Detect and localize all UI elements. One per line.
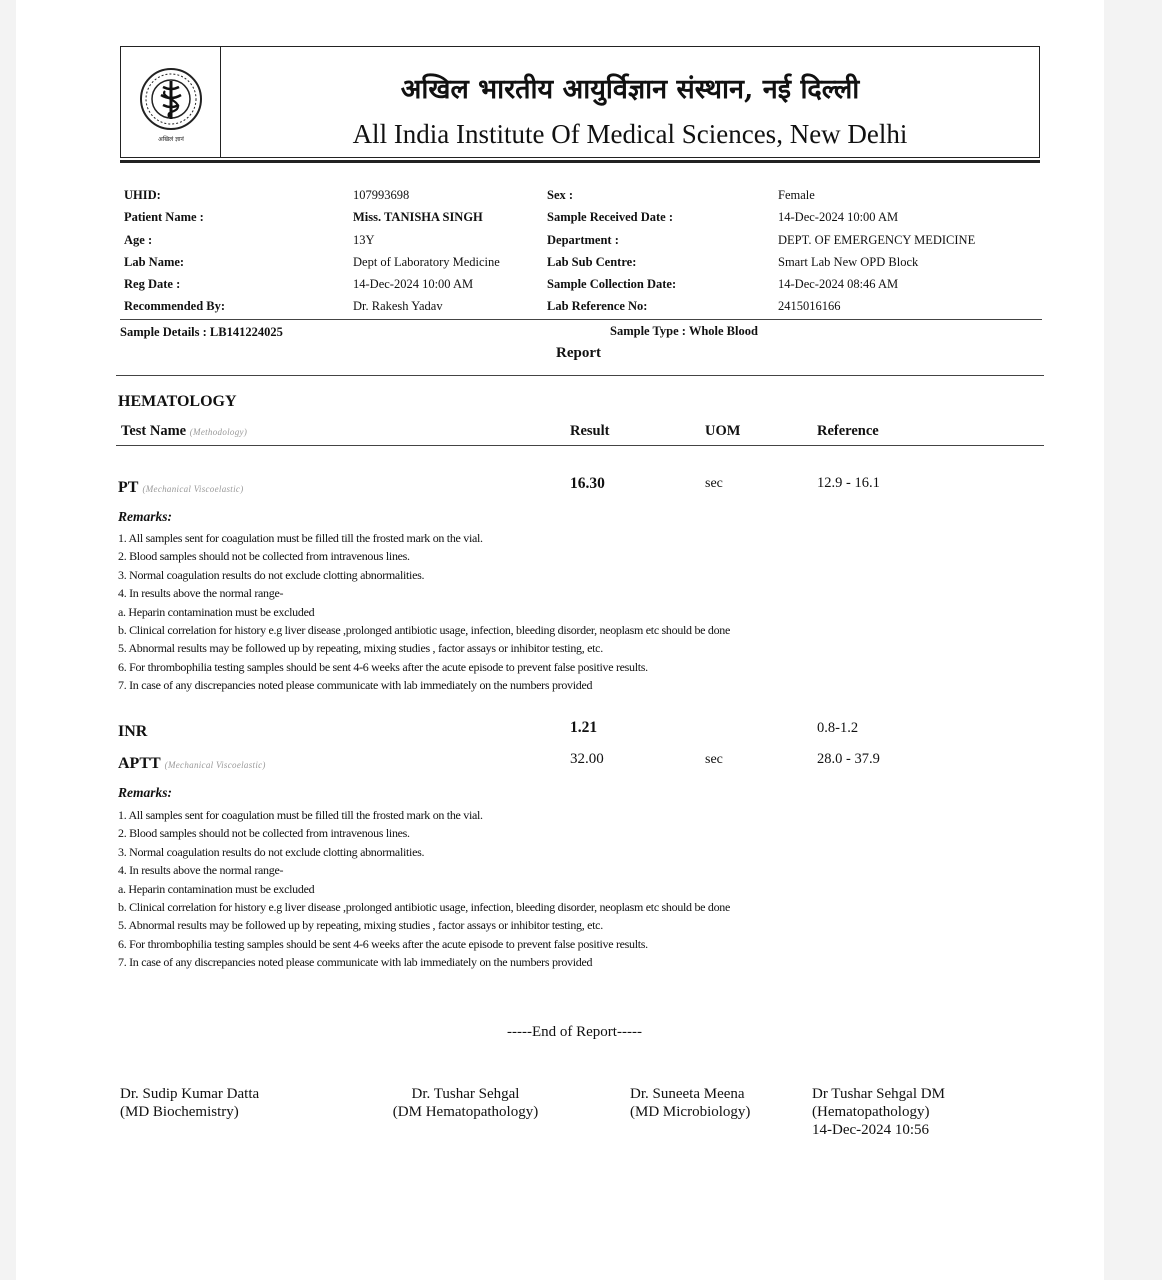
inr-reference: 0.8-1.2 [817, 720, 859, 736]
col-test-name-label: Test Name [121, 423, 187, 439]
reg-date-label: Reg Date : [124, 277, 181, 291]
pt-remarks-title: Remarks: [118, 509, 172, 524]
lab-sub-centre-label: Lab Sub Centre: [547, 255, 637, 269]
signature-name: Dr. Suneeta Meena [630, 1086, 745, 1102]
signature-name: Dr. Sudip Kumar Datta [120, 1086, 260, 1102]
inr-result: 1.21 [570, 719, 598, 736]
header-box [120, 46, 1040, 158]
signature-qualification: (MD Biochemistry) [120, 1104, 239, 1120]
pt-uom: sec [705, 476, 723, 491]
uhid-value: 107993698 [353, 188, 410, 202]
lab-reference-label: Lab Reference No: [547, 299, 648, 313]
pt-method: (Mechanical Viscoelastic) [142, 484, 244, 494]
info-rule [120, 319, 1042, 320]
sex-label: Sex : [547, 188, 574, 202]
remark-item: a. Heparin contamination must be excluded [118, 881, 315, 896]
col-methodology: (Methodology) [189, 427, 248, 437]
pt-reference: 12.9 - 16.1 [817, 475, 880, 491]
signature-qualification: (MD Microbiology) [630, 1104, 751, 1120]
table-header-rule [116, 445, 1044, 446]
signature-name: Dr. Tushar Sehgal [411, 1086, 520, 1102]
remark-item: 5. Abnormal results may be followed up by repeating, mixing studies , factor assays or inhibitor testing, etc. [118, 641, 603, 656]
recommended-by-value: Dr. Rakesh Yadav [353, 299, 443, 313]
remark-item: 4. In results above the normal range- [118, 586, 284, 601]
svg-text:अखिलं ज्ञानं: अखिलं ज्ञानं [158, 136, 184, 143]
aptt-name: APTT [118, 755, 161, 772]
aptt-uom: sec [705, 752, 723, 767]
sample-received-value: 14-Dec-2024 10:00 AM [778, 210, 899, 224]
title-hindi: अखिल भारतीय आयुर्विज्ञान संस्थान, नई दिल्ली [400, 74, 860, 105]
pt-remarks-list [118, 529, 730, 695]
logo-cell [121, 47, 221, 157]
remark-item: 1. All samples sent for coagulation must be filled till the frosted mark on the vial. [118, 808, 483, 822]
col-test-name [121, 423, 247, 440]
remark-item: 2. Blood samples should not be collected from intravenous lines. [118, 549, 410, 564]
lab-name-label: Lab Name: [124, 255, 185, 269]
recommended-by-label: Recommended By: [124, 299, 226, 313]
pt-name: PT [118, 479, 139, 496]
aptt-result: 32.00 [570, 751, 604, 767]
title-english: All India Institute Of Medical Sciences, New Delhi [352, 119, 908, 149]
remark-item: 1. All samples sent for coagulation must be filled till the frosted mark on the vial. [118, 531, 483, 545]
end-of-report: -----End of Report----- [507, 1024, 642, 1040]
remark-item: 3. Normal coagulation results do not exclude clotting abnormalities. [118, 844, 425, 859]
sample-received-label: Sample Received Date : [547, 210, 674, 224]
remark-item: 5. Abnormal results may be followed up by repeating, mixing studies , factor assays or inhibitor testing, etc. [118, 918, 603, 933]
remark-item: 3. Normal coagulation results do not exclude clotting abnormalities. [118, 567, 425, 582]
age-value: 13Y [353, 233, 375, 247]
col-reference: Reference [817, 423, 879, 439]
signature-qualification: (DM Hematopathology) [392, 1104, 539, 1120]
col-result: Result [570, 423, 610, 439]
signature-1 [120, 1085, 259, 1121]
remark-item: b. Clinical correlation for history e.g liver disease ,prolonged antibiotic usage, infection, bleeding disorder, neoplasm etc should be done [118, 899, 731, 914]
uhid-label: UHID: [124, 188, 161, 202]
signature-3 [630, 1085, 750, 1121]
signature-qualification: (Hematopathology) [812, 1104, 930, 1120]
aiims-logo-icon [135, 65, 207, 145]
aptt-reference: 28.0 - 37.9 [817, 751, 880, 767]
patient-name-value: Miss. TANISHA SINGH [353, 210, 483, 224]
header-rule [120, 160, 1040, 163]
age-label: Age : [124, 233, 153, 247]
remark-item: 6. For thrombophilia testing samples should be sent 4-6 weeks after the acute episode to prevent false positive results. [118, 659, 648, 674]
report-rule [116, 375, 1044, 376]
pt-row [118, 479, 244, 497]
signature-name: Dr Tushar Sehgal DM [812, 1086, 945, 1102]
remark-item: a. Heparin contamination must be excluded [118, 604, 315, 619]
remark-item: 7. In case of any discrepancies noted please communicate with lab immediately on the numbers provided [118, 955, 593, 970]
lab-name-value: Dept of Laboratory Medicine [353, 255, 500, 269]
patient-name-label: Patient Name : [124, 210, 204, 224]
aptt-method: (Mechanical Viscoelastic) [164, 760, 266, 770]
remark-item: 4. In results above the normal range- [118, 863, 284, 878]
remark-item: 7. In case of any discrepancies noted please communicate with lab immediately on the numbers provided [118, 678, 593, 693]
sample-type: Sample Type : Whole Blood [610, 324, 758, 338]
pt-result: 16.30 [570, 475, 605, 492]
department-label: Department : [547, 233, 619, 247]
remark-item: b. Clinical correlation for history e.g liver disease ,prolonged antibiotic usage, infection, bleeding disorder, neoplasm etc should be done [118, 622, 731, 637]
signature-2 [383, 1085, 548, 1121]
reg-date-value: 14-Dec-2024 10:00 AM [353, 277, 474, 291]
col-uom: UOM [705, 423, 741, 439]
department-value: DEPT. OF EMERGENCY MEDICINE [778, 233, 976, 247]
lab-sub-centre-value: Smart Lab New OPD Block [778, 255, 919, 269]
sample-collection-label: Sample Collection Date: [547, 277, 677, 291]
sample-collection-value: 14-Dec-2024 08:46 AM [778, 277, 899, 291]
aptt-remarks-list [118, 806, 730, 972]
sex-value: Female [778, 188, 815, 202]
signature-timestamp: 14-Dec-2024 10:56 [812, 1122, 930, 1138]
remark-item: 6. For thrombophilia testing samples should be sent 4-6 weeks after the acute episode to prevent false positive results. [118, 936, 648, 951]
inr-name: INR [118, 723, 148, 740]
lab-reference-value: 2415016166 [778, 299, 841, 313]
aptt-remarks-title: Remarks: [118, 785, 172, 800]
remark-item: 2. Blood samples should not be collected from intravenous lines. [118, 826, 410, 841]
sample-details: Sample Details : LB141224025 [120, 325, 283, 339]
section-title: HEMATOLOGY [118, 393, 237, 410]
report-label: Report [556, 345, 601, 361]
signature-4 [812, 1085, 945, 1139]
aptt-row [118, 755, 266, 773]
